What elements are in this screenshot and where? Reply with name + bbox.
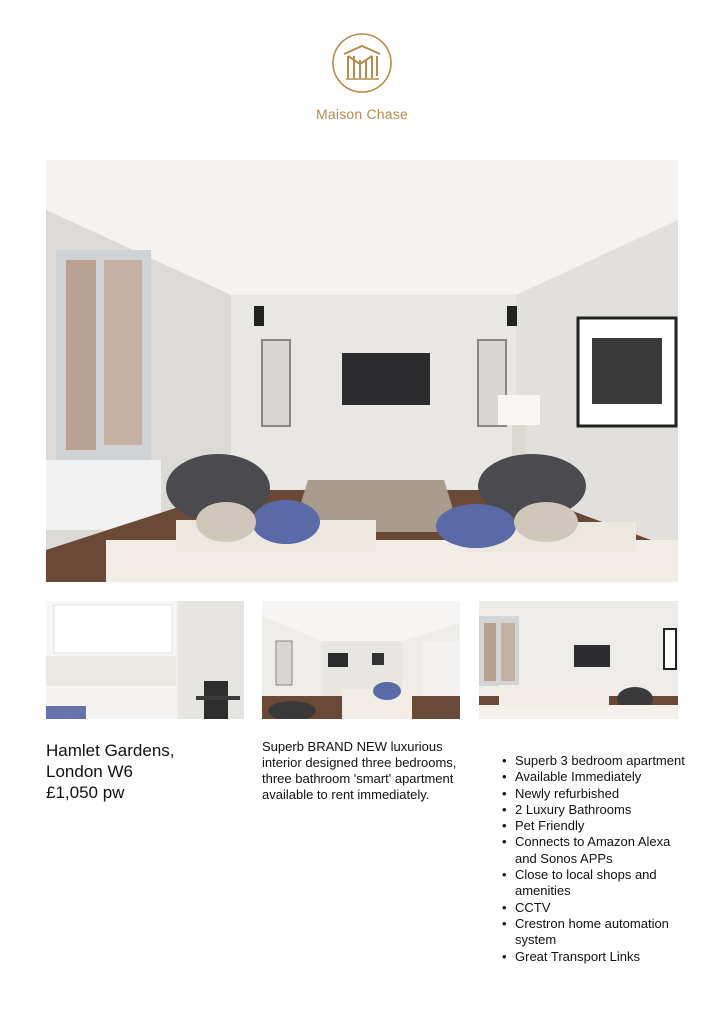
property-address-block <box>46 740 246 803</box>
feature-item: • Great Transport Links <box>500 949 690 965</box>
feature-item: • Connects to Amazon Alexa and Sonos APPs <box>500 834 690 867</box>
thumbnail-photo-living-room-windows <box>479 601 678 719</box>
property-description: Superb BRAND NEW luxurious interior designed three bedrooms, three bathroom 'smart' apartment available to rent immediately. <box>262 739 457 802</box>
address-line-street: Hamlet Gardens, <box>46 741 175 760</box>
thumbnail-photo-kitchen <box>46 601 244 719</box>
hero-photo-living-room <box>46 160 678 582</box>
feature-item: • Close to local shops and amenities <box>500 867 690 900</box>
feature-item: • CCTV <box>500 900 690 916</box>
feature-list <box>500 753 690 965</box>
thumbnail-photo-living-room-wide <box>262 601 460 719</box>
feature-item: • Crestron home automation system <box>500 916 690 949</box>
feature-item: • 2 Luxury Bathrooms <box>500 802 690 818</box>
maison-chase-emblem-icon <box>331 32 393 94</box>
feature-item: • Pet Friendly <box>500 818 690 834</box>
address-line-area: London W6 <box>46 762 133 781</box>
brand-name: Maison Chase <box>316 106 408 122</box>
feature-item: • Superb 3 bedroom apartment <box>500 753 690 769</box>
brand-logo <box>300 32 424 128</box>
feature-item: • Available Immediately <box>500 769 690 785</box>
feature-item: • Newly refurbished <box>500 786 690 802</box>
rental-price: £1,050 pw <box>46 783 125 802</box>
